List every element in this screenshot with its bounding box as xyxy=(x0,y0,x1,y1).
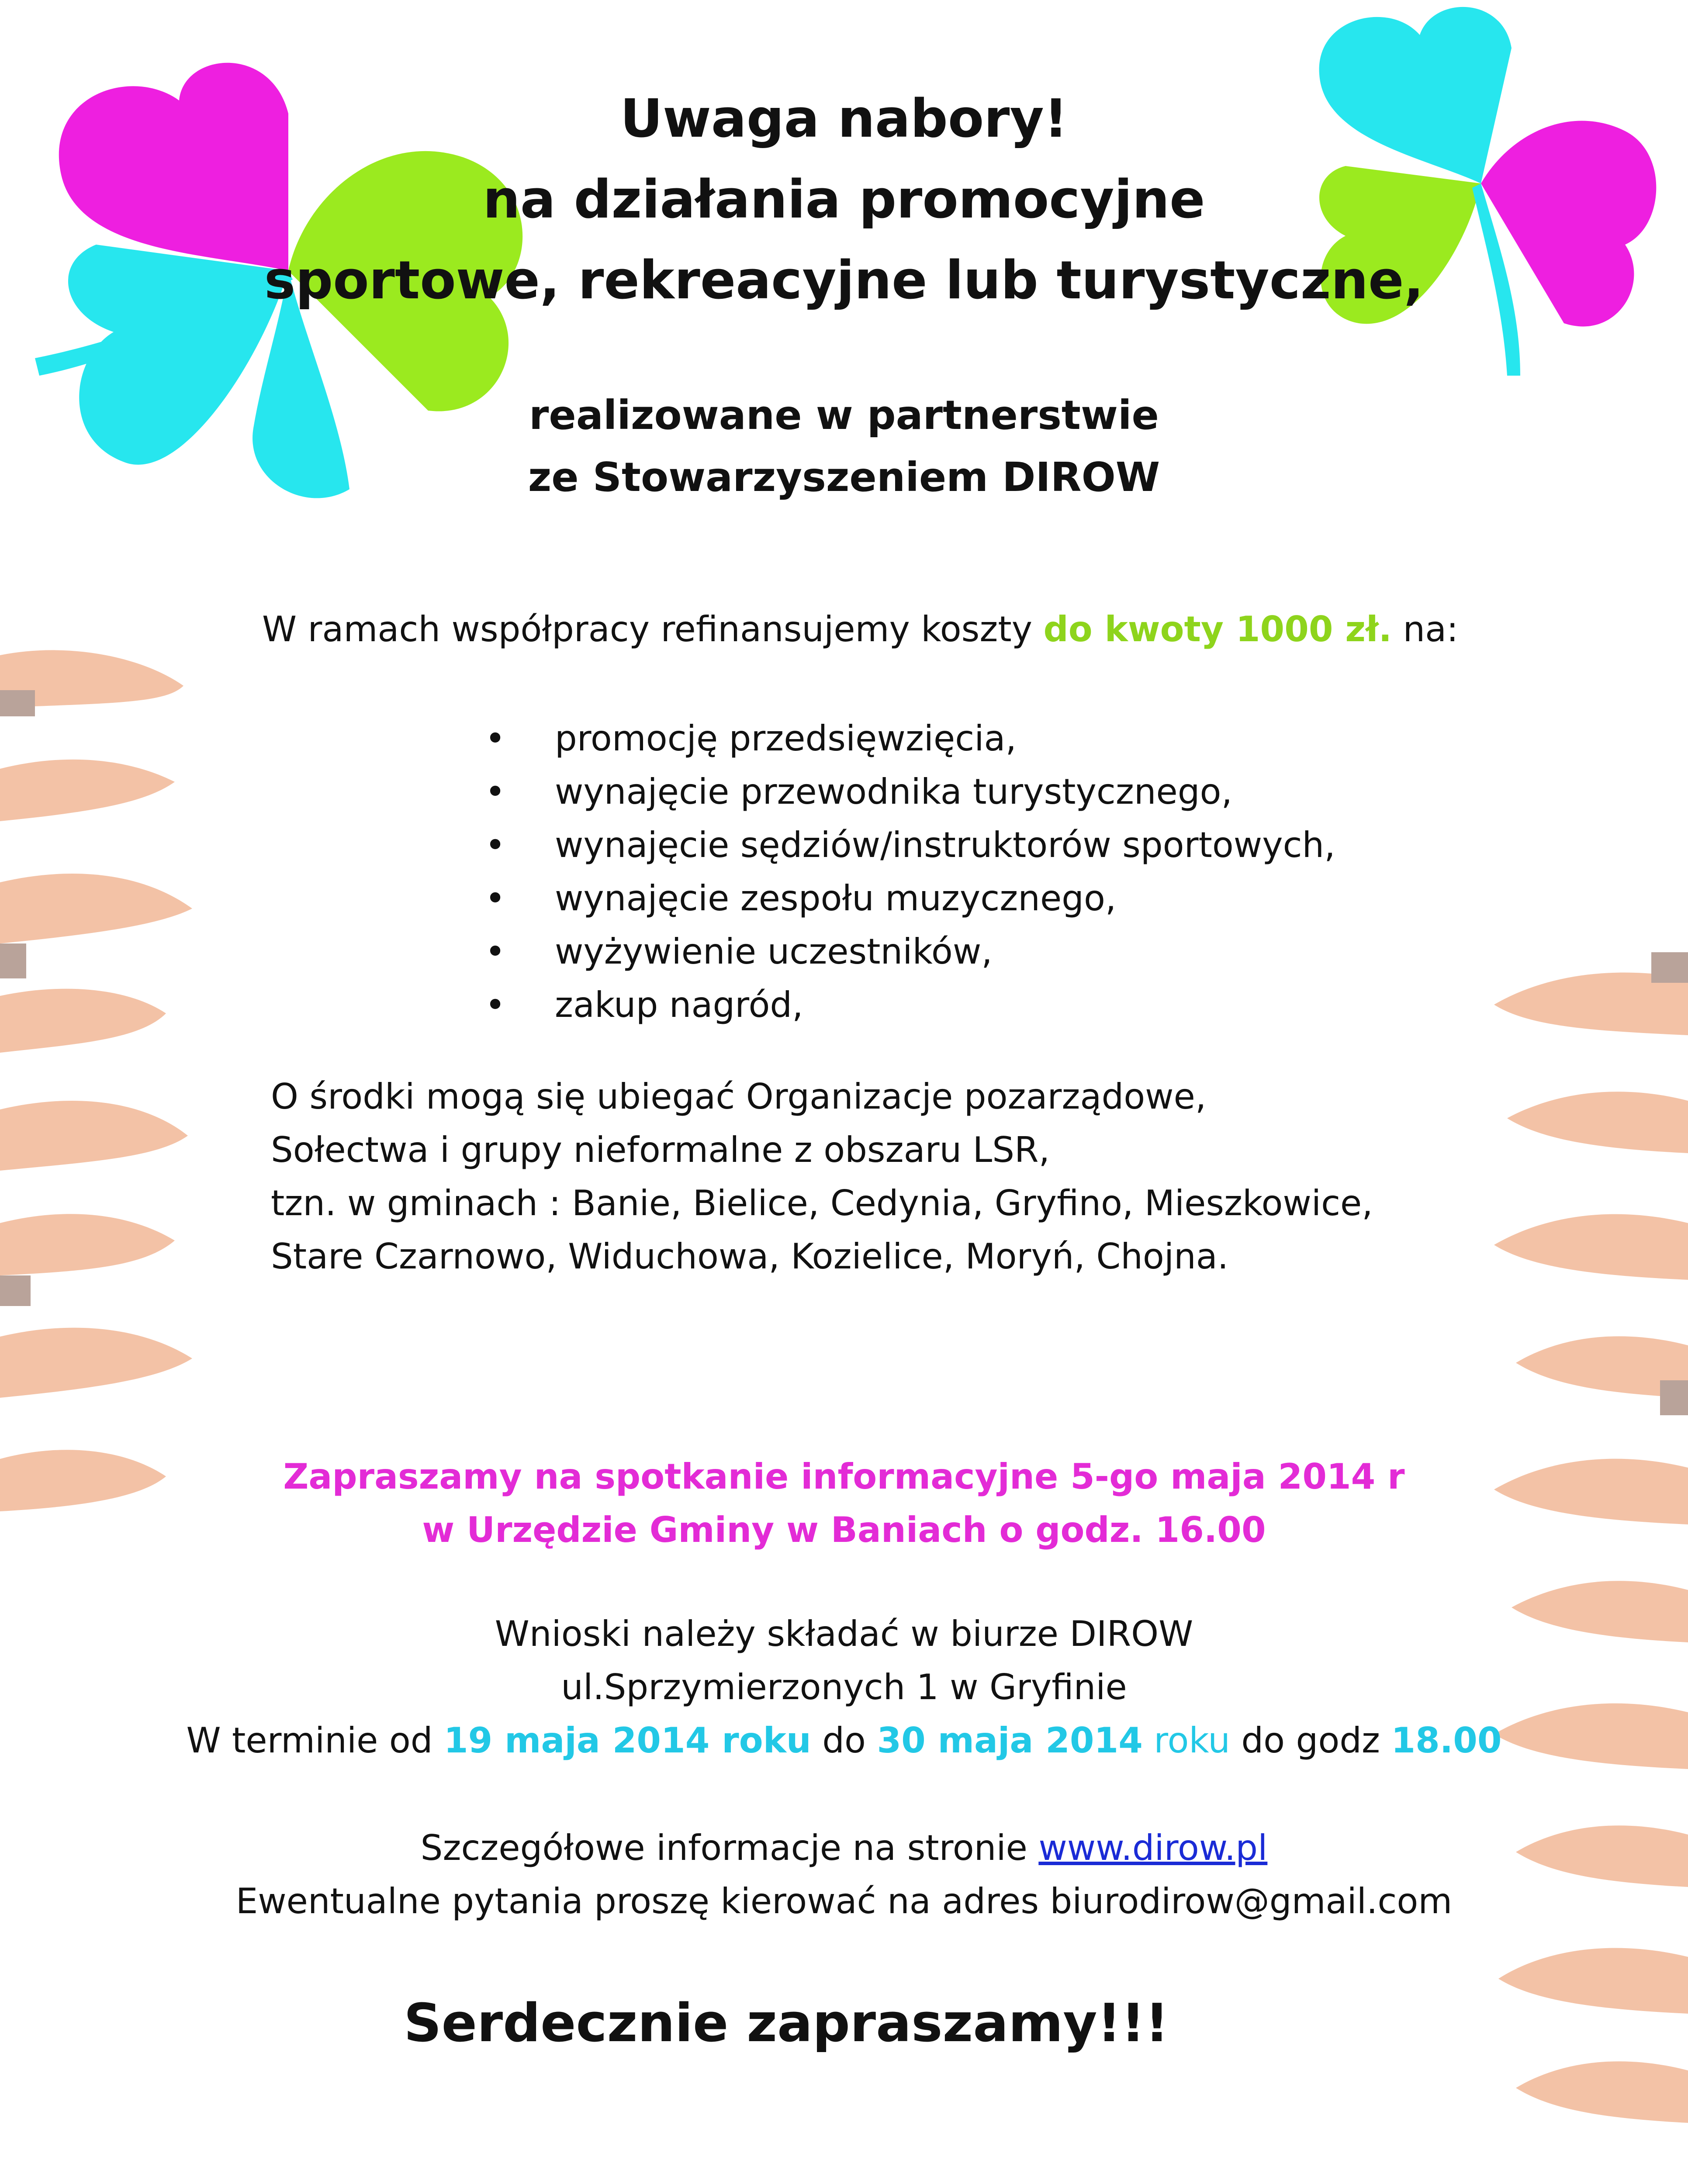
cost-items-list xyxy=(485,712,1533,1032)
date-to: 30 maja 2014 xyxy=(877,1720,1143,1761)
eligibility-line: tzn. w gminach : Banie, Bielice, Cedynia, Gryfino, Mieszkowice, xyxy=(271,1183,1373,1223)
email-line: Ewentualne pytania proszę kierować na adres biurodirow@gmail.com xyxy=(235,1881,1453,1921)
partner-line-2: ze Stowarzyszeniem DIROW xyxy=(528,454,1160,501)
eligibility-line: Stare Czarnowo, Widuchowa, Kozielice, Moryń, Chojna. xyxy=(271,1236,1229,1277)
applications-line-1: Wnioski należy składać w biurze DIROW xyxy=(495,1614,1193,1654)
website-link[interactable]: www.dirow.pl xyxy=(1038,1828,1268,1868)
list-item: • zakup nagród, xyxy=(485,978,1533,1032)
funding-line xyxy=(262,603,1573,656)
applications-block xyxy=(0,1607,1688,1767)
list-item: • wynajęcie sędziów/instruktorów sportowych, xyxy=(485,819,1533,872)
info-line: Szczegółowe informacje na stronie www.dirow.pl xyxy=(420,1828,1268,1868)
eligibility-line: O środki mogą się ubiegać Organizacje pozarządowe, xyxy=(271,1076,1207,1117)
title-line-3: sportowe, rekreacyjne lub turystyczne, xyxy=(264,250,1424,311)
meeting-line-1: Zapraszamy na spotkanie informacyjne 5-go maja 2014 r xyxy=(283,1456,1405,1497)
list-item: • promocję przedsięwzięcia, xyxy=(485,712,1533,765)
applications-term: W terminie od 19 maja 2014 roku do 30 maja 2014 roku do godz 18.00 xyxy=(186,1720,1502,1761)
list-item: • wynajęcie przewodnika turystycznego, xyxy=(485,765,1533,819)
contact-block xyxy=(0,1821,1688,1928)
title-line-2: na działania promocyjne xyxy=(483,169,1205,230)
meeting-line-2: w Urzędzie Gminy w Baniach o godz. 16.00 xyxy=(422,1510,1266,1550)
funding-prefix: W ramach współpracy refinansujemy koszty xyxy=(262,609,1044,650)
funding-amount: do kwoty 1000 zł. xyxy=(1043,609,1392,650)
eligibility-line: Sołectwa i grupy nieformalne z obszaru LSR, xyxy=(271,1130,1050,1170)
meeting-invitation xyxy=(0,1450,1688,1557)
date-from: 19 maja 2014 roku xyxy=(443,1720,811,1761)
list-item: • wyżywienie uczestników, xyxy=(485,925,1533,978)
closing-text: Serdecznie zapraszamy!!! xyxy=(404,1993,1169,2054)
page-title xyxy=(0,79,1688,321)
list-item: • wynajęcie zespołu muzycznego, xyxy=(485,872,1533,925)
eligibility-block xyxy=(271,1070,1450,1283)
applications-line-2: ul.Sprzymierzonych 1 w Gryfinie xyxy=(561,1667,1127,1707)
partner-line-1: realizowane w partnerstwie xyxy=(529,392,1159,439)
deadline-hour: 18.00 xyxy=(1391,1720,1502,1761)
funding-suffix: na: xyxy=(1392,609,1459,650)
partnership-note xyxy=(0,384,1688,508)
title-line-1: Uwaga nabory! xyxy=(620,89,1068,149)
